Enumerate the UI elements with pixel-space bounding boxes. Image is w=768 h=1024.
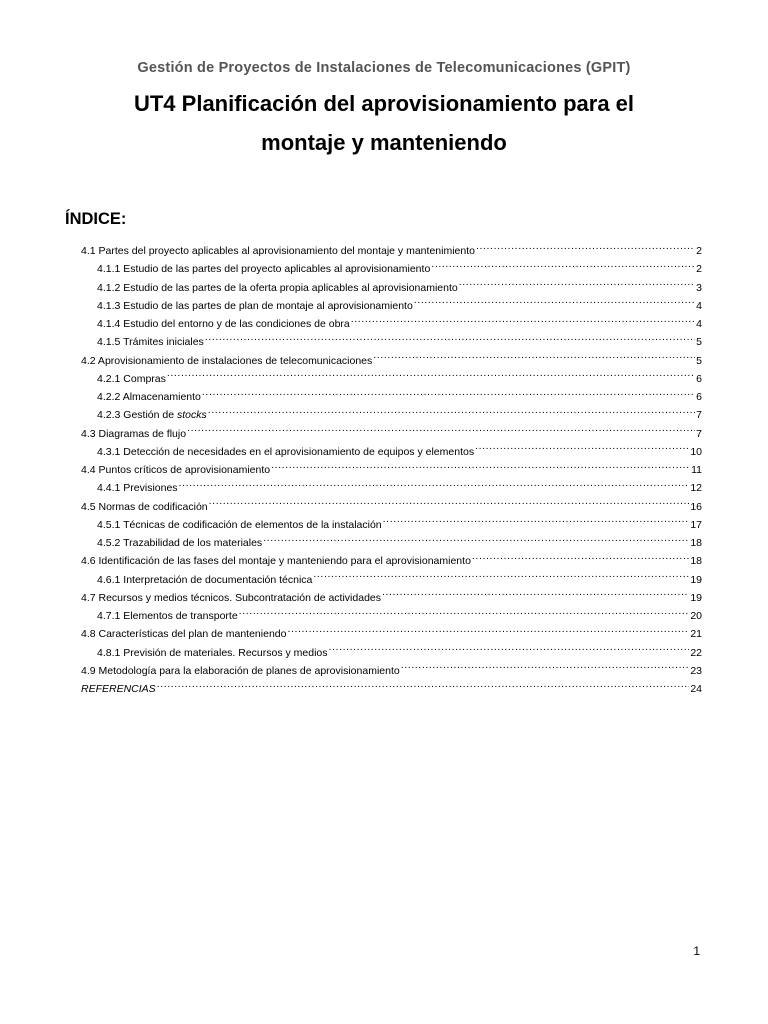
toc-entry-title: 4.2.1 Compras — [97, 372, 166, 385]
toc-entry-page: 6 — [696, 391, 702, 403]
toc-dot-leader — [263, 528, 689, 546]
document-title — [60, 84, 708, 162]
toc-entry[interactable] — [97, 254, 702, 276]
toc-entry-page: 19 — [690, 591, 702, 604]
toc-entry-page: 10 — [690, 445, 702, 458]
toc-entry-page: 2 — [696, 263, 702, 276]
toc-entry-title: 4.1 Partes del proyecto aplicables al aprovisionamiento del montaje y mantenimiento — [81, 245, 475, 257]
toc-entry[interactable] — [97, 291, 702, 312]
toc-entry[interactable] — [81, 419, 702, 440]
toc-entry-page: 5 — [696, 336, 702, 349]
toc-entry-page: 24 — [690, 683, 702, 695]
toc-entry[interactable] — [81, 346, 702, 367]
toc-entry[interactable] — [97, 382, 702, 403]
toc-dot-leader — [401, 656, 690, 674]
toc-entry[interactable] — [97, 437, 702, 458]
toc-entry-page: 4 — [696, 318, 702, 330]
toc-entry-page: 7 — [696, 409, 702, 422]
toc-entry[interactable] — [97, 638, 702, 659]
toc-dot-leader — [179, 473, 690, 491]
toc-entry-title: 4.8 Características del plan de manteniendo — [81, 628, 287, 641]
toc-entry-title: 4.4.1 Previsiones — [97, 482, 178, 495]
toc-entry-title: 4.8.1 Previsión de materiales. Recursos y medios — [97, 646, 328, 659]
toc-dot-leader — [187, 419, 695, 437]
toc-dot-leader — [414, 291, 695, 309]
toc-entry-page: 6 — [696, 372, 702, 385]
toc-dot-leader — [202, 382, 695, 400]
toc-entry[interactable] — [81, 236, 702, 257]
toc-dot-leader — [472, 546, 689, 564]
toc-entry[interactable] — [97, 364, 702, 385]
toc-entry[interactable] — [81, 546, 702, 568]
toc-dot-leader — [287, 619, 689, 637]
toc-dot-leader — [459, 273, 695, 291]
toc-entry-title: 4.1.4 Estudio del entorno y de las condiciones de obra — [97, 318, 350, 330]
toc-entry[interactable] — [97, 565, 702, 586]
course-header: Gestión de Proyectos de Instalaciones de Telecomunicaciones (GPIT) — [137, 60, 631, 76]
document-title-line-1: UT4 Planificación del aprovisionamiento para el — [133, 91, 635, 116]
toc-entry-title: 4.3.1 Detección de necesidades en el aprovisionamiento de equipos y elementos — [97, 445, 475, 458]
toc-entry-page: 11 — [691, 464, 702, 476]
toc-entry-title: 4.6.1 Interpretación de documentación técnica — [97, 573, 313, 586]
toc-entry-title: 4.2.3 Gestión de stocks — [97, 409, 207, 422]
toc-dot-leader — [205, 327, 695, 345]
toc-entry-page: 4 — [696, 299, 702, 312]
index-heading: ÍNDICE: — [65, 210, 127, 228]
toc-entry[interactable] — [97, 273, 702, 294]
toc-entry[interactable] — [97, 400, 702, 422]
toc-entry[interactable] — [81, 583, 702, 604]
toc-entry[interactable] — [97, 473, 702, 495]
toc-dot-leader — [383, 510, 690, 528]
toc-entry-page: 21 — [690, 628, 702, 641]
toc-entry-page: 5 — [696, 354, 702, 367]
toc-dot-leader — [208, 400, 695, 418]
toc-entry[interactable] — [97, 528, 702, 549]
toc-entry-title: 4.1.5 Trámites iniciales — [97, 336, 204, 349]
toc-entry-title: 4.6 Identificación de las fases del montaje y manteniendo para el aprovisionamiento — [81, 555, 471, 568]
toc-dot-leader — [271, 455, 690, 473]
toc-entry[interactable] — [81, 492, 702, 513]
toc-entry-page: 12 — [690, 482, 702, 495]
toc-entry[interactable] — [81, 619, 702, 641]
toc-entry-title: 4.9 Metodología para la elaboración de planes de aprovisionamiento — [81, 664, 400, 677]
toc-entry-title: 4.1.1 Estudio de las partes del proyecto aplicables al aprovisionamiento — [97, 263, 431, 276]
toc-dot-leader — [209, 492, 690, 510]
toc-dot-leader — [167, 364, 695, 382]
toc-entry-page: 19 — [690, 573, 702, 586]
toc-entry-page: 2 — [696, 245, 702, 257]
toc-entry-title: REFERENCIAS — [81, 683, 156, 695]
toc-entry-page: 3 — [696, 281, 702, 294]
toc-entry-title: 4.2 Aprovisionamiento de instalaciones de telecomunicaciones — [81, 354, 373, 367]
toc-entry[interactable] — [97, 327, 702, 349]
toc-entry-page: 20 — [690, 610, 702, 622]
toc-entry-title: 4.3 Diagramas de flujo — [81, 427, 187, 440]
toc-entry-page: 17 — [690, 518, 702, 531]
toc-dot-leader — [373, 346, 695, 364]
toc-entry-page: 22 — [690, 646, 702, 659]
toc-entry-title: 4.5.2 Trazabilidad de los materiales — [97, 537, 263, 549]
toc-entry-title: 4.2.2 Almacenamiento — [97, 391, 201, 403]
toc-entry[interactable] — [97, 510, 702, 531]
document-title-line-2: montaje y manteniendo — [261, 130, 507, 155]
toc-entry-title: 4.5 Normas de codificación — [81, 500, 208, 513]
toc-entry-title: 4.1.3 Estudio de las partes de plan de montaje al aprovisionamiento — [97, 299, 413, 312]
toc-entry-page: 18 — [690, 555, 702, 568]
page-number: 1 — [693, 944, 700, 958]
toc-entry-title: 4.7.1 Elementos de transporte — [97, 610, 238, 622]
toc-dot-leader — [329, 638, 690, 656]
toc-entry[interactable] — [97, 309, 702, 330]
toc-entry-title: 4.7 Recursos y medios técnicos. Subcontratación de actividades — [81, 591, 381, 604]
toc-dot-leader — [476, 236, 695, 254]
toc-dot-leader — [239, 601, 690, 619]
toc-dot-leader — [431, 254, 695, 272]
toc-entry[interactable] — [81, 656, 702, 677]
toc-entry-page: 23 — [690, 664, 702, 677]
toc-entry-page: 7 — [696, 427, 702, 440]
toc-dot-leader — [351, 309, 695, 327]
toc-dot-leader — [475, 437, 689, 455]
toc-entry-title: 4.4 Puntos críticos de aprovisionamiento — [81, 464, 271, 476]
toc-entry-title: 4.1.2 Estudio de las partes de la oferta propia aplicables al aprovisionamiento — [97, 281, 458, 294]
toc-dot-leader — [313, 565, 689, 583]
toc-entry[interactable] — [97, 601, 702, 622]
toc-entry-title: 4.5.1 Técnicas de codificación de elementos de la instalación — [97, 518, 382, 531]
toc-entry-page: 18 — [690, 537, 702, 549]
toc-entry-title-italic: stocks — [176, 409, 207, 422]
toc-entry-page: 16 — [690, 500, 702, 513]
toc-dot-leader — [382, 583, 689, 601]
toc-entry[interactable] — [81, 674, 702, 695]
toc-entry[interactable] — [81, 455, 702, 476]
toc-dot-leader — [157, 674, 690, 692]
